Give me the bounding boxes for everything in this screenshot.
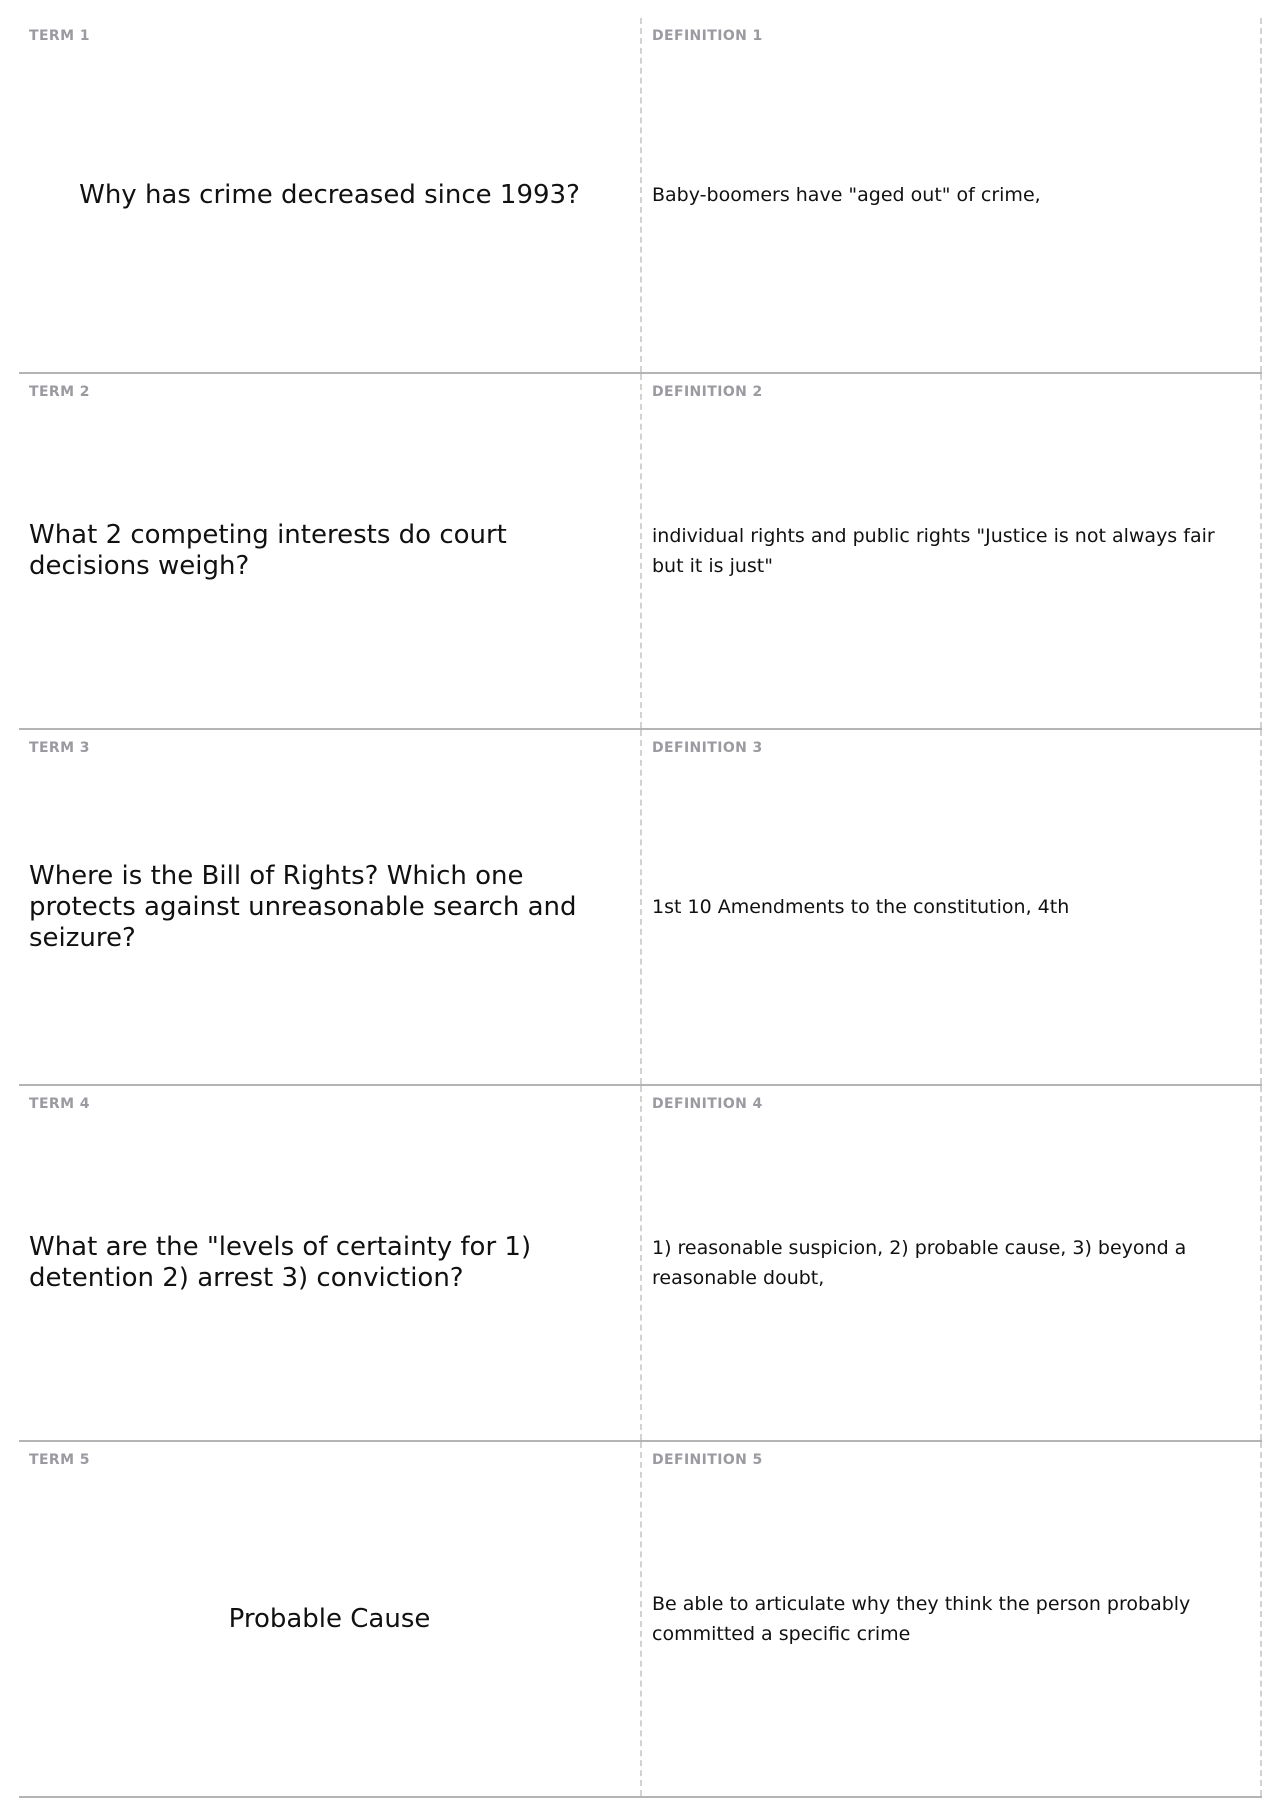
term-cell (19, 374, 642, 728)
flashcard-row-5 (19, 1442, 1262, 1798)
term-text: Why has crime decreased since 1993? (79, 179, 580, 210)
term-cell (19, 1086, 642, 1440)
definition-cell (642, 374, 1262, 728)
term-cell (19, 1442, 642, 1796)
term-cell (19, 730, 642, 1084)
definition-label: DEFINITION 2 (652, 384, 763, 400)
flashcard-row-4 (19, 1086, 1262, 1442)
term-cell (19, 18, 642, 372)
definition-cell (642, 1442, 1262, 1796)
definition-label: DEFINITION 4 (652, 1096, 763, 1112)
definition-label: DEFINITION 5 (652, 1452, 763, 1468)
definition-cell (642, 1086, 1262, 1440)
term-label: TERM 5 (29, 1452, 90, 1468)
term-text: Where is the Bill of Rights? Which one protects against unreasonable search and seizure? (29, 860, 577, 953)
flashcard-sheet (19, 18, 1262, 1798)
definition-label: DEFINITION 3 (652, 740, 763, 756)
definition-text: Be able to articulate why they think the person probably committed a specific crime (652, 1593, 1191, 1645)
flashcard-row-2 (19, 374, 1262, 730)
flashcard-row-1 (19, 18, 1262, 374)
term-label: TERM 2 (29, 384, 90, 400)
definition-cell (642, 730, 1262, 1084)
term-label: TERM 1 (29, 28, 90, 44)
definition-cell (642, 18, 1262, 372)
term-text: What are the "levels of certainty for 1) detention 2) arrest 3) conviction? (29, 1232, 532, 1293)
definition-text: individual rights and public rights "Justice is not always fair but it is just" (652, 525, 1215, 577)
term-text: Probable Cause (228, 1603, 431, 1634)
definition-text: 1st 10 Amendments to the constitution, 4th (652, 896, 1070, 918)
flashcard-row-3 (19, 730, 1262, 1086)
definition-text: Baby-boomers have "aged out" of crime, (652, 184, 1041, 206)
term-text: What 2 competing interests do court decisions weigh? (29, 520, 507, 581)
term-label: TERM 3 (29, 740, 90, 756)
term-label: TERM 4 (29, 1096, 90, 1112)
definition-label: DEFINITION 1 (652, 28, 763, 44)
definition-text: 1) reasonable suspicion, 2) probable cause, 3) beyond a reasonable doubt, (652, 1237, 1187, 1289)
